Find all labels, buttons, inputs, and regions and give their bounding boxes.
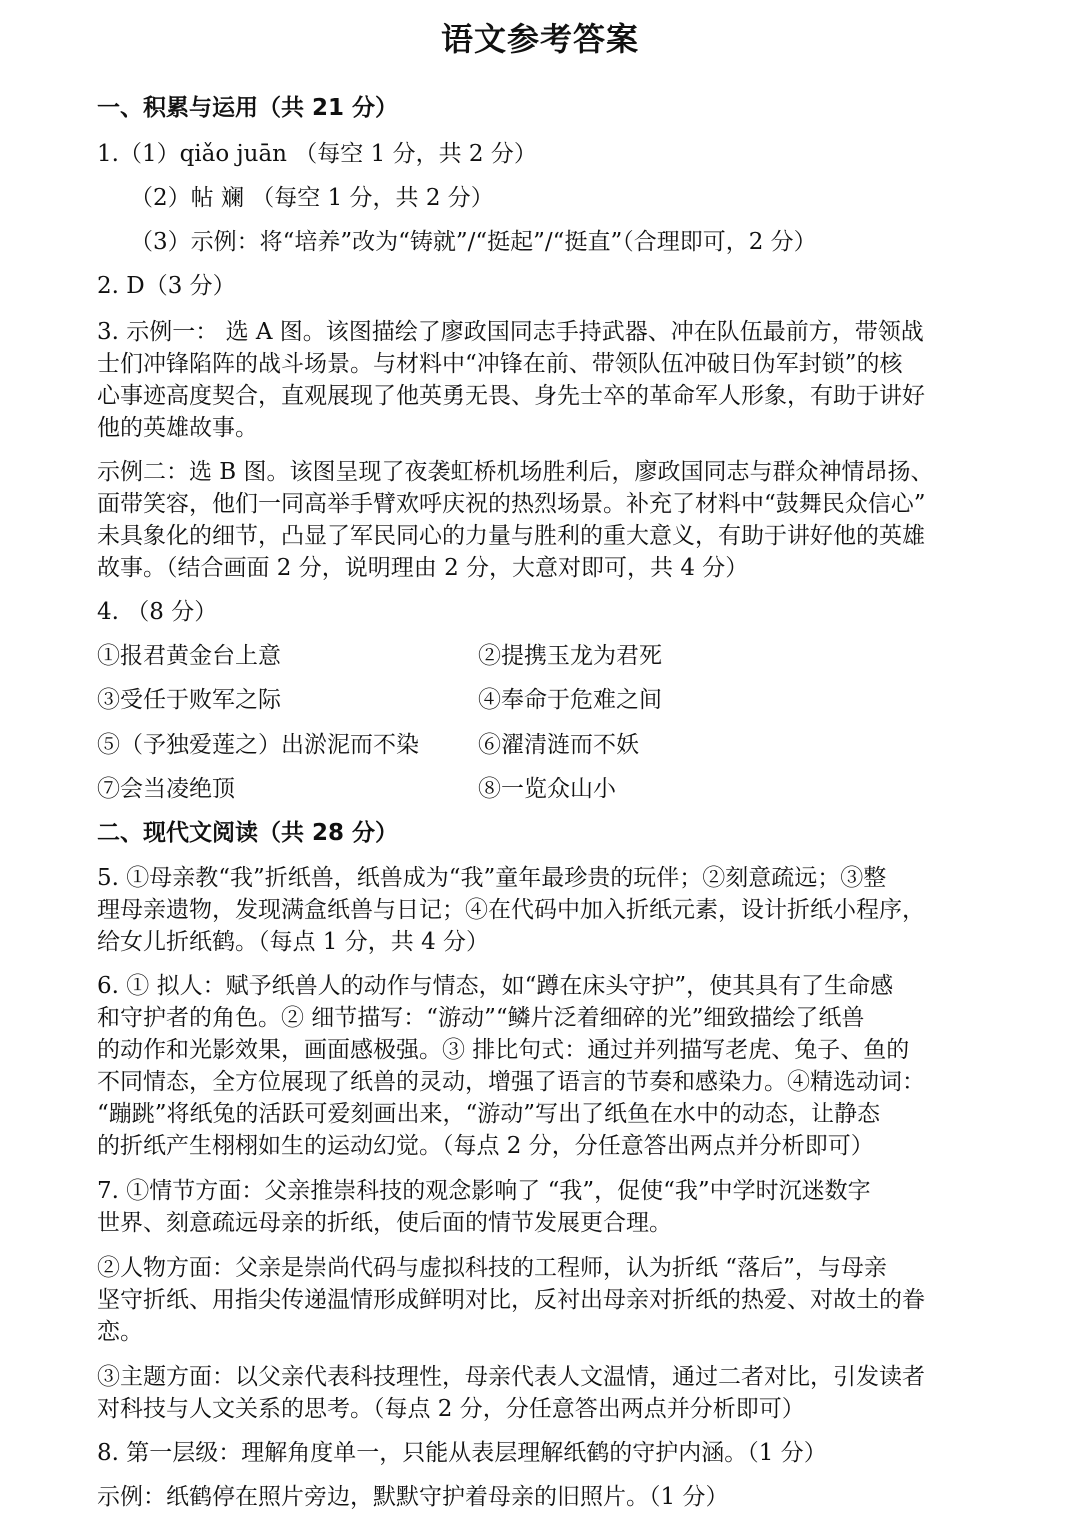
q5-line: 理母亲遗物，发现满盒纸兽与日记；④在代码中加入折纸元素，设计折纸小程序， bbox=[97, 897, 925, 923]
q3-line: 他的英雄故事。 bbox=[97, 415, 258, 441]
q3-example2-line: 面带笑容，他们一同高举手臂欢呼庆祝的热烈场景。补充了材料中“鼓舞民众信心” bbox=[97, 491, 926, 517]
q4-item: ①报君黄金台上意 bbox=[97, 643, 281, 669]
q4-item: ③受任于败军之际 bbox=[97, 687, 281, 713]
q3-line: 心事迹高度契合，直观展现了他英勇无畏、身先士卒的革命军人形象，有助于讲好 bbox=[97, 383, 925, 409]
q8-line: 8. 第一层级：理解角度单一，只能从表层理解纸鹤的守护内涵。（1 分） bbox=[97, 1440, 827, 1466]
q4-item: ⑥濯清涟而不妖 bbox=[478, 732, 639, 758]
q6-line: “蹦跳”将纸兔的活跃可爱刻画出来，“游动”写出了纸鱼在水中的动态，让静态 bbox=[97, 1101, 881, 1127]
q6-line: 6. ① 拟人：赋予纸兽人的动作与情态，如“蹲在床头守护”，使其具有了生命感 bbox=[97, 973, 894, 999]
q4-item: ④奉命于危难之间 bbox=[478, 687, 662, 713]
q4-item: ⑤（予独爱莲之）出淤泥而不染 bbox=[97, 732, 419, 758]
q6-line: 不同情态，全方位展现了纸兽的灵动，增强了语言的节奏和感染力。④精选动词： bbox=[97, 1069, 925, 1095]
q1-part3: （3）示例：将“培养”改为“铸就”/“挺起”/“挺直”（合理即可，2 分） bbox=[130, 229, 817, 255]
q3-line: 士们冲锋陷阵的战斗场景。与材料中“冲锋在前、带领队伍冲破日伪军封锁”的核 bbox=[97, 351, 903, 377]
q1-part1: 1.（1）qiǎo juān （每空 1 分，共 2 分） bbox=[97, 141, 537, 167]
q4-heading: 4. （8 分） bbox=[97, 599, 218, 625]
page-title: 语文参考答案 bbox=[440, 20, 639, 58]
q4-item: ⑦会当凌绝顶 bbox=[97, 776, 235, 802]
q3-example2-line: 未具象化的细节，凸显了军民同心的力量与胜利的重大意义，有助于讲好他的英雄 bbox=[97, 523, 925, 549]
q7-line: 对科技与人文关系的思考。（每点 2 分，分任意答出两点并分析即可） bbox=[97, 1396, 805, 1422]
q2-answer: 2. D（3 分） bbox=[97, 273, 236, 299]
section-2-heading: 二、现代文阅读（共 28 分） bbox=[97, 820, 399, 846]
q7-line: 7. ①情节方面：父亲推崇科技的观念影响了 “我”，促使“我”中学时沉迷数字 bbox=[97, 1178, 871, 1204]
section-1-heading: 一、积累与运用（共 21 分） bbox=[97, 95, 399, 121]
q5-line: 5. ①母亲教“我”折纸兽，纸兽成为“我”童年最珍贵的玩伴；②刻意疏远；③整 bbox=[97, 865, 887, 891]
q6-line: 的折纸产生栩栩如生的运动幻觉。（每点 2 分，分任意答出两点并分析即可） bbox=[97, 1133, 874, 1159]
q8-line: 示例：纸鹤停在照片旁边，默默守护着母亲的旧照片。（1 分） bbox=[97, 1484, 729, 1510]
q3-line: 3. 示例一： 选 A 图。该图描绘了廖政国同志手持武器、冲在队伍最前方，带领战 bbox=[97, 319, 924, 345]
q1-part2: （2）帖 斓 （每空 1 分，共 2 分） bbox=[130, 185, 494, 211]
q7-line: 坚守折纸、用指尖传递温情形成鲜明对比，反衬出母亲对折纸的热爱、对故土的眷 bbox=[97, 1287, 925, 1313]
q7-line: 世界、刻意疏远母亲的折纸，使后面的情节发展更合理。 bbox=[97, 1210, 672, 1236]
q3-example2-line: 故事。（结合画面 2 分，说明理由 2 分，大意对即可，共 4 分） bbox=[97, 555, 749, 581]
q7-line: 恋。 bbox=[97, 1319, 143, 1345]
q5-line: 给女儿折纸鹤。（每点 1 分，共 4 分） bbox=[97, 929, 490, 955]
q3-example2-line: 示例二：选 B 图。该图呈现了夜袭虹桥机场胜利后，廖政国同志与群众神情昂扬、 bbox=[97, 459, 934, 485]
q4-item: ⑧一览众山小 bbox=[478, 776, 616, 802]
q4-item: ②提携玉龙为君死 bbox=[478, 643, 662, 669]
q7-line: ③主题方面：以父亲代表科技理性，母亲代表人文温情，通过二者对比，引发读者 bbox=[97, 1364, 925, 1390]
q6-line: 和守护者的角色。② 细节描写：“游动”“鳞片泛着细碎的光”细致描绘了纸兽 bbox=[97, 1005, 865, 1031]
q6-line: 的动作和光影效果，画面感极强。③ 排比句式：通过并列描写老虎、兔子、鱼的 bbox=[97, 1037, 910, 1063]
q7-line: ②人物方面：父亲是崇尚代码与虚拟科技的工程师，认为折纸 “落后”，与母亲 bbox=[97, 1255, 887, 1281]
